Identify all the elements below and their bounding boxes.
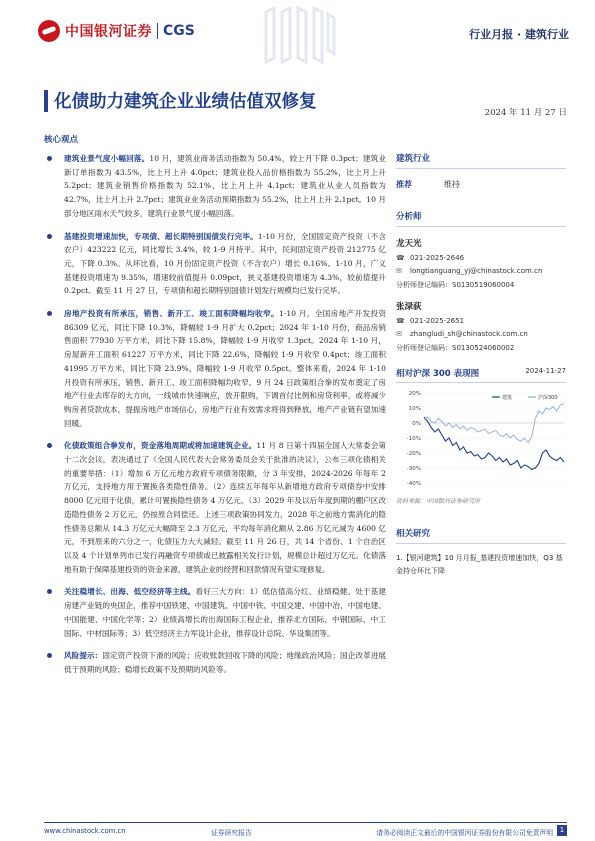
bullet-risk <box>44 649 386 676</box>
reg-text: 分析师登记编码：S0130519060004 <box>396 281 515 289</box>
page-footer <box>44 822 567 836</box>
footer-label: 证券研究报告 <box>211 829 252 837</box>
bullet-text: 看好三大方向：1）低估值高分红、业绩稳健、处于基建房建产业链的央国企，推荐中国铁建、中国建筑、中国中铁、中国交建、中国中冶、中国电建、中国能建、中国化学等；2）业绩高增长的出海国际工程企业，推荐北方国际、中钢国际、中工国际、中材国际等；3）低空经济主力军设计企业，推荐设计总院、华设集团等。 <box>64 587 386 638</box>
bullet-debt-policy <box>44 439 386 576</box>
title-accent-bar <box>44 90 48 112</box>
report-type: 行业月报 · 建筑行业 <box>469 28 569 41</box>
footer-disclaimer: 请务必阅读正文最后的中国银河证券股份有限公司免责声明 <box>376 829 553 837</box>
related-research-heading: 相关研究 <box>396 527 566 544</box>
industry-heading: 建筑行业 <box>396 152 566 169</box>
bullet-lead: 基建投资增速加快，专项债、超长期特别国债发行完毕。 <box>64 231 258 241</box>
bullet-text: 1-10 月份，全国固定资产投资（不含农户）423222 亿元，同比增长 3.4%，较 1-9 月持平。其中，民间固定资产投资 212775 亿元，下降 0.3%。从环比看，10 月份固定资产投资（不含农户）增长 0.16%。1-10 月，广义基建投资增速为 9.35%，增速较前值提升 0.09pct，狭义基建投资增速为 4.3%，较前值提升 0.2pct。截至 11 月 27 日，专项债和超长期特别国债计划发行规模均已发行完毕。 <box>64 231 386 296</box>
legend-label: 沪深300 <box>538 395 558 401</box>
bullet-real-estate <box>44 307 386 430</box>
y-tick-label: -40% <box>406 481 421 487</box>
y-tick-label: -30% <box>406 466 421 472</box>
bullet-construction-sentiment <box>44 152 386 221</box>
page-number: 1 <box>557 825 567 836</box>
reg-text: 分析师登记编码：S0130524060002 <box>396 344 515 352</box>
bullet-infrastructure <box>44 230 386 299</box>
rating-value: 维持 <box>444 180 460 189</box>
y-tick-label: -10% <box>406 436 421 442</box>
footer-website[interactable]: www.chinastock.com.cn <box>44 827 126 835</box>
logo-name-cn: 中国银河证券 <box>65 24 152 40</box>
chart-title: 相对沪深 300 表现图 <box>396 369 480 379</box>
y-tick-label: 20% <box>408 391 421 397</box>
bullet-lead: 风险提示： <box>64 651 103 661</box>
analyst-reg <box>396 280 566 290</box>
bullet-recommendations <box>44 585 386 640</box>
chart-source: 资料来源：中国银河证券研究所 <box>396 498 481 505</box>
y-tick-label: 0% <box>412 421 421 427</box>
analyst-heading: 分析师 <box>396 210 566 227</box>
core-view-body <box>44 152 386 686</box>
logo-divider <box>157 23 158 39</box>
email-text[interactable]: zhangludi_sh@chinastock.com.cn <box>410 330 528 338</box>
relative-performance-chart <box>396 387 566 489</box>
analyst-email[interactable] <box>396 267 566 275</box>
phone-text: 021-2025-2651 <box>410 317 465 325</box>
rating-row <box>396 179 566 190</box>
analyst-card <box>396 237 566 290</box>
bullet-text: 10 月，建筑业商务活动指数为 50.4%，较上月下降 0.3pct；建筑业新订单指数为 43.5%，比上月上升 4.0pct；建筑业投入品价格指数为 55.2%，比上月上升 5.2pct；建筑业销售价格指数为 52.1%，比上月上升 4.1pct；建筑业从业人员指数为 42.7%，比上月上升 2.7pct；建筑业业务活动预期指数为 55.2%，比上月上升 2.1pct。10 月部分地区雨水天气较多，建筑行业景气度小幅回落。 <box>64 154 386 218</box>
watermark-logo <box>258 6 338 64</box>
analyst-name: 张渌荻 <box>396 302 422 312</box>
phone-icon: ☎ <box>396 317 405 325</box>
y-tick-label: -20% <box>406 451 421 457</box>
analyst-phone <box>396 254 566 262</box>
page-header <box>0 0 595 68</box>
company-logo <box>38 20 195 42</box>
mail-icon: ✉ <box>396 330 402 338</box>
mail-icon: ✉ <box>396 267 402 275</box>
bullet-lead: 化债政策组合拳发布，资金落地周期或将加速建筑企业。 <box>64 441 257 451</box>
logo-name-en: CGS <box>163 23 195 39</box>
report-date: 2024 年 11 月 27 日 <box>484 108 567 118</box>
report-title: 化债助力建筑企业业绩估值双修复 <box>54 92 317 112</box>
chart-heading-row <box>396 367 566 383</box>
core-view-label: 核心观点 <box>44 135 79 145</box>
bullet-text: 固定资产投资下滑的风险；应收账款回收下降的风险；地缘政治风险；国企改革进展低于预期的风险；稳增长政策不及预期的风险等。 <box>64 651 386 674</box>
y-tick-label: 10% <box>408 406 421 412</box>
bullet-lead: 关注稳增长、出海、低空经济等主线。 <box>64 587 196 597</box>
phone-icon: ☎ <box>396 254 405 262</box>
phone-text: 021-2025-2646 <box>410 254 465 262</box>
legend-label: 建筑 <box>502 395 513 401</box>
bullet-lead: 建筑业景气度小幅回落。 <box>64 154 150 163</box>
analyst-name: 龙天光 <box>396 239 422 249</box>
logo-icon <box>38 20 60 42</box>
bullet-text: 11 月 8 日第十四届全国人大常委会第十二次会议，表决通过了《全国人民代表大会常务委员会关于批准的决议》，公布三项化债相关的重要举措：（1）增加 6 万亿元地方政府专项债务限额，分 3 年安排，2024-2026 年每年 2 万亿元，支持地方用于置换各类隐性债务。（2）连续五年每年从新增地方政府专项债券中安排 8000 亿元用于化债，累计可置换隐性债务 4 万亿元。（3）2029 年及以后年度到期的棚户区改造隐性债务 2 万亿元，仍按原合同偿还。上述三项政策协同发力，2028 年之前地方需消化的隐性债务总额从 14.3 万亿元大幅降至 2.3 万亿元，平均每年消化额从 2.86 万亿元减为 4600 亿元，不到原来的六分之一，化债压力大大减轻。截至 11 月 26 日，共 14 个省份、1 个自治区以及 4 个计划单列市已发行再融资专项债或已披露相关发行计划，规模总计超过万亿元。化债落地有助于保障基建投资的资金来源，建筑企业的经营和回款情况有望实现修复。 <box>64 441 387 574</box>
related-research-item[interactable]: 1.【银河建筑】10 月月报_基建投资增速加快，Q3 基金持仓环比下降 <box>396 554 563 575</box>
analyst-email[interactable] <box>396 330 566 338</box>
bullet-text: 1-10 月，全国房地产开发投资 86309 亿元，同比下降 10.3%，降幅较 1-9 月扩大 0.2pct；2024 年 1-10 月份，商品房销售面积 77930 万平方米，同比下降 15.8%，降幅较 1-9 月收窄 1.3pct。2024 年 1-10 月，房屋新开工面积 61227 万平方米，同比下降 22.6%，降幅较 1-9 月收窄 0.4pct；竣工面积 41995 万平方米，同比下降 23.9%，降幅较 1-9 月收窄 0.5pct。整体来看，2024 年 1-10 月投资有所承压，销售、新开工、竣工面积降幅均收窄。9 月 24 日政策组合拳的发布奠定了房地产行业去库存的大方向，一线城市快速响应，放开限购，下调首付比例和房贷利率，或将减少购房者贷款成本，提振房地产市场信心，房地产行业有效需求将得到释放，地产产业链有望加速回暖。 <box>64 309 386 428</box>
chart-date: 2024-11-27 <box>525 367 566 375</box>
email-text[interactable]: longtianguang_yj@chinastock.com.cn <box>410 267 543 275</box>
rating-label: 推荐 <box>396 180 412 189</box>
analyst-card <box>396 300 566 353</box>
analyst-phone <box>396 317 566 325</box>
bullet-lead: 房地产投资有所承压，销售、新开工、竣工面积降幅均收窄。 <box>64 309 279 319</box>
sidebar <box>396 152 566 578</box>
analyst-reg <box>396 343 566 353</box>
